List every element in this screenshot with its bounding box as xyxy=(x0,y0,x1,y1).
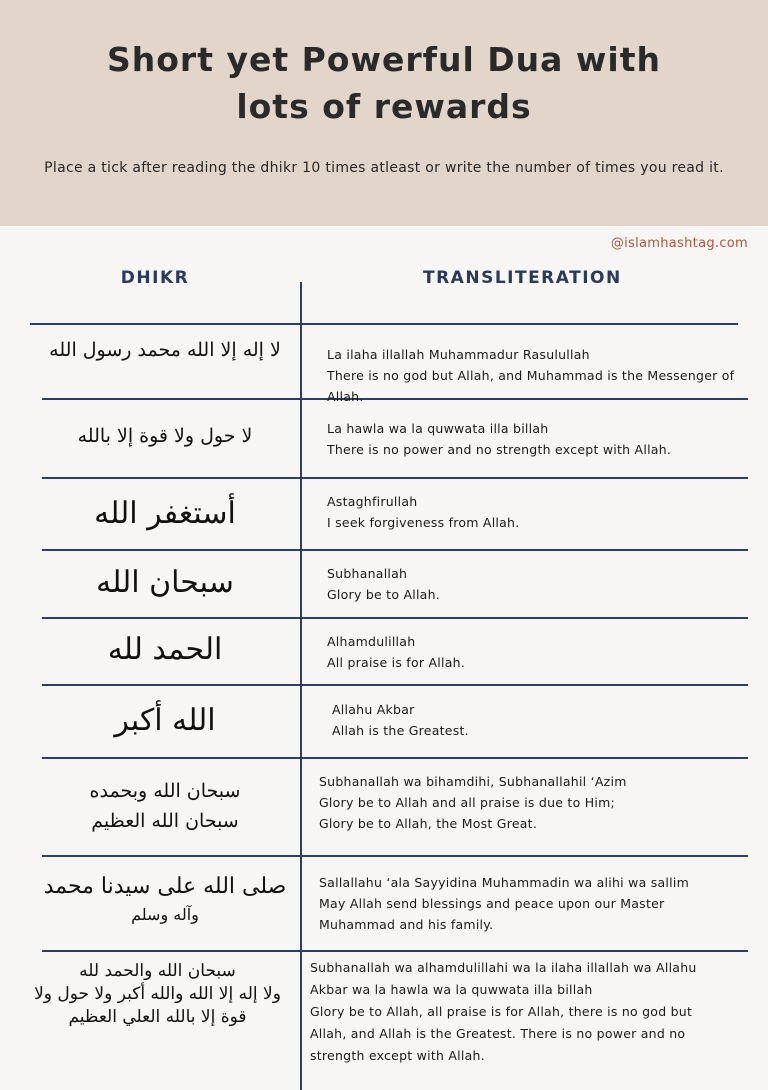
translation-line: Allah is the Greatest. xyxy=(332,723,469,738)
arabic-line: ولا إله إلا الله والله أكبر ولا حول ولا xyxy=(34,983,281,1004)
translation-line: Muhammad and his family. xyxy=(319,917,494,932)
transliteration-line: Sallallahu ‘ala Sayyidina Muhammadin wa alihi wa sallim xyxy=(319,875,689,890)
row-divider xyxy=(42,477,748,479)
transliteration-row-2 xyxy=(327,418,671,460)
translation-line: Glory be to Allah, all praise is for Allah, there is no god but xyxy=(310,1004,693,1019)
column-header-transliteration: TRANSLITERATION xyxy=(423,268,622,288)
translation-line: There is no power and no strength except with Allah. xyxy=(327,442,672,457)
translation-line: Glory be to Allah, the Most Great. xyxy=(319,816,538,831)
transliteration-row-9 xyxy=(310,957,697,1067)
transliteration-row-1 xyxy=(327,344,768,407)
arabic-line: قوة إلا بالله العلي العظيم xyxy=(68,1006,247,1027)
title-line-2: lots of rewards xyxy=(236,87,532,126)
translation-line: All praise is for Allah. xyxy=(327,655,466,670)
row-divider xyxy=(42,950,748,952)
transliteration-line: Subhanallah xyxy=(327,566,408,581)
dhikr-arabic-row-7 xyxy=(40,776,290,837)
transliteration-row-5 xyxy=(327,631,465,673)
dhikr-arabic-row-9 xyxy=(20,960,295,1029)
title-line-1: Short yet Powerful Dua with xyxy=(107,40,661,79)
row-divider xyxy=(42,757,748,759)
translation-line: strength except with Allah. xyxy=(310,1048,485,1063)
row-divider xyxy=(42,684,748,686)
transliteration-row-3 xyxy=(327,491,519,533)
column-divider xyxy=(300,282,302,1090)
column-header-dhikr: DHIKR xyxy=(120,268,190,288)
transliteration-line: Allahu Akbar xyxy=(332,702,415,717)
row-divider xyxy=(30,323,738,325)
transliteration-row-8 xyxy=(319,872,689,935)
arabic-line: سبحان الله العظيم xyxy=(91,810,239,833)
row-divider xyxy=(42,855,748,857)
arabic-line: صلى الله على سيدنا محمد xyxy=(43,874,287,899)
arabic-line: وآله وسلم xyxy=(131,905,199,924)
dhikr-arabic-row-8 xyxy=(40,870,290,927)
arabic-line: أستغفر الله xyxy=(94,496,236,531)
arabic-line: سبحان الله xyxy=(96,565,234,600)
transliteration-line: Subhanallah wa bihamdihi, Subhanallahil ‘Azim xyxy=(319,774,627,789)
translation-line: May Allah send blessings and peace upon our Master xyxy=(319,896,665,911)
row-divider xyxy=(42,549,748,551)
dhikr-arabic-row-5 xyxy=(40,633,290,668)
watermark-handle: @islamhashtag.com xyxy=(610,236,748,251)
transliteration-line: Alhamdulillah xyxy=(327,634,416,649)
transliteration-line: Subhanallah wa alhamdulillahi wa la ilaha illallah wa Allahu xyxy=(310,960,697,975)
transliteration-line: Astaghfirullah xyxy=(327,494,418,509)
row-divider xyxy=(42,617,748,619)
transliteration-row-6 xyxy=(332,699,469,741)
arabic-line: لا حول ولا قوة إلا بالله xyxy=(77,425,253,447)
translation-line: I seek forgiveness from Allah. xyxy=(327,515,520,530)
arabic-line: سبحان الله والحمد لله xyxy=(79,961,236,981)
arabic-line: الله أكبر xyxy=(114,703,216,738)
transliteration-line: Akbar wa la hawla wa la quwwata illa billah xyxy=(310,982,593,997)
transliteration-row-7 xyxy=(319,771,627,834)
arabic-line: لا إله إلا الله محمد رسول الله xyxy=(49,339,281,361)
transliteration-row-4 xyxy=(327,563,440,605)
instructions-text: Place a tick after reading the dhikr 10 times atleast or write the number of times you read it. xyxy=(44,160,724,176)
translation-line: There is no god but Allah, and Muhammad is the Messenger of Allah. xyxy=(327,368,735,404)
dhikr-arabic-row-1 xyxy=(40,340,290,362)
page-title xyxy=(0,36,768,130)
dhikr-arabic-row-4 xyxy=(40,566,290,601)
translation-line: Allah, and Allah is the Greatest. There is no power and no xyxy=(310,1026,686,1041)
translation-line: Glory be to Allah. xyxy=(327,587,440,602)
arabic-line: سبحان الله وبحمده xyxy=(89,780,241,802)
dhikr-arabic-row-2 xyxy=(40,426,290,448)
dhikr-arabic-row-3 xyxy=(40,497,290,532)
transliteration-line: La ilaha illallah Muhammadur Rasulullah xyxy=(327,347,590,362)
arabic-line: الحمد لله xyxy=(107,632,223,667)
dhikr-arabic-row-6 xyxy=(40,704,290,739)
translation-line: Glory be to Allah and all praise is due to Him; xyxy=(319,795,615,810)
transliteration-line: La hawla wa la quwwata illa billah xyxy=(327,421,549,436)
header-banner xyxy=(0,0,768,226)
